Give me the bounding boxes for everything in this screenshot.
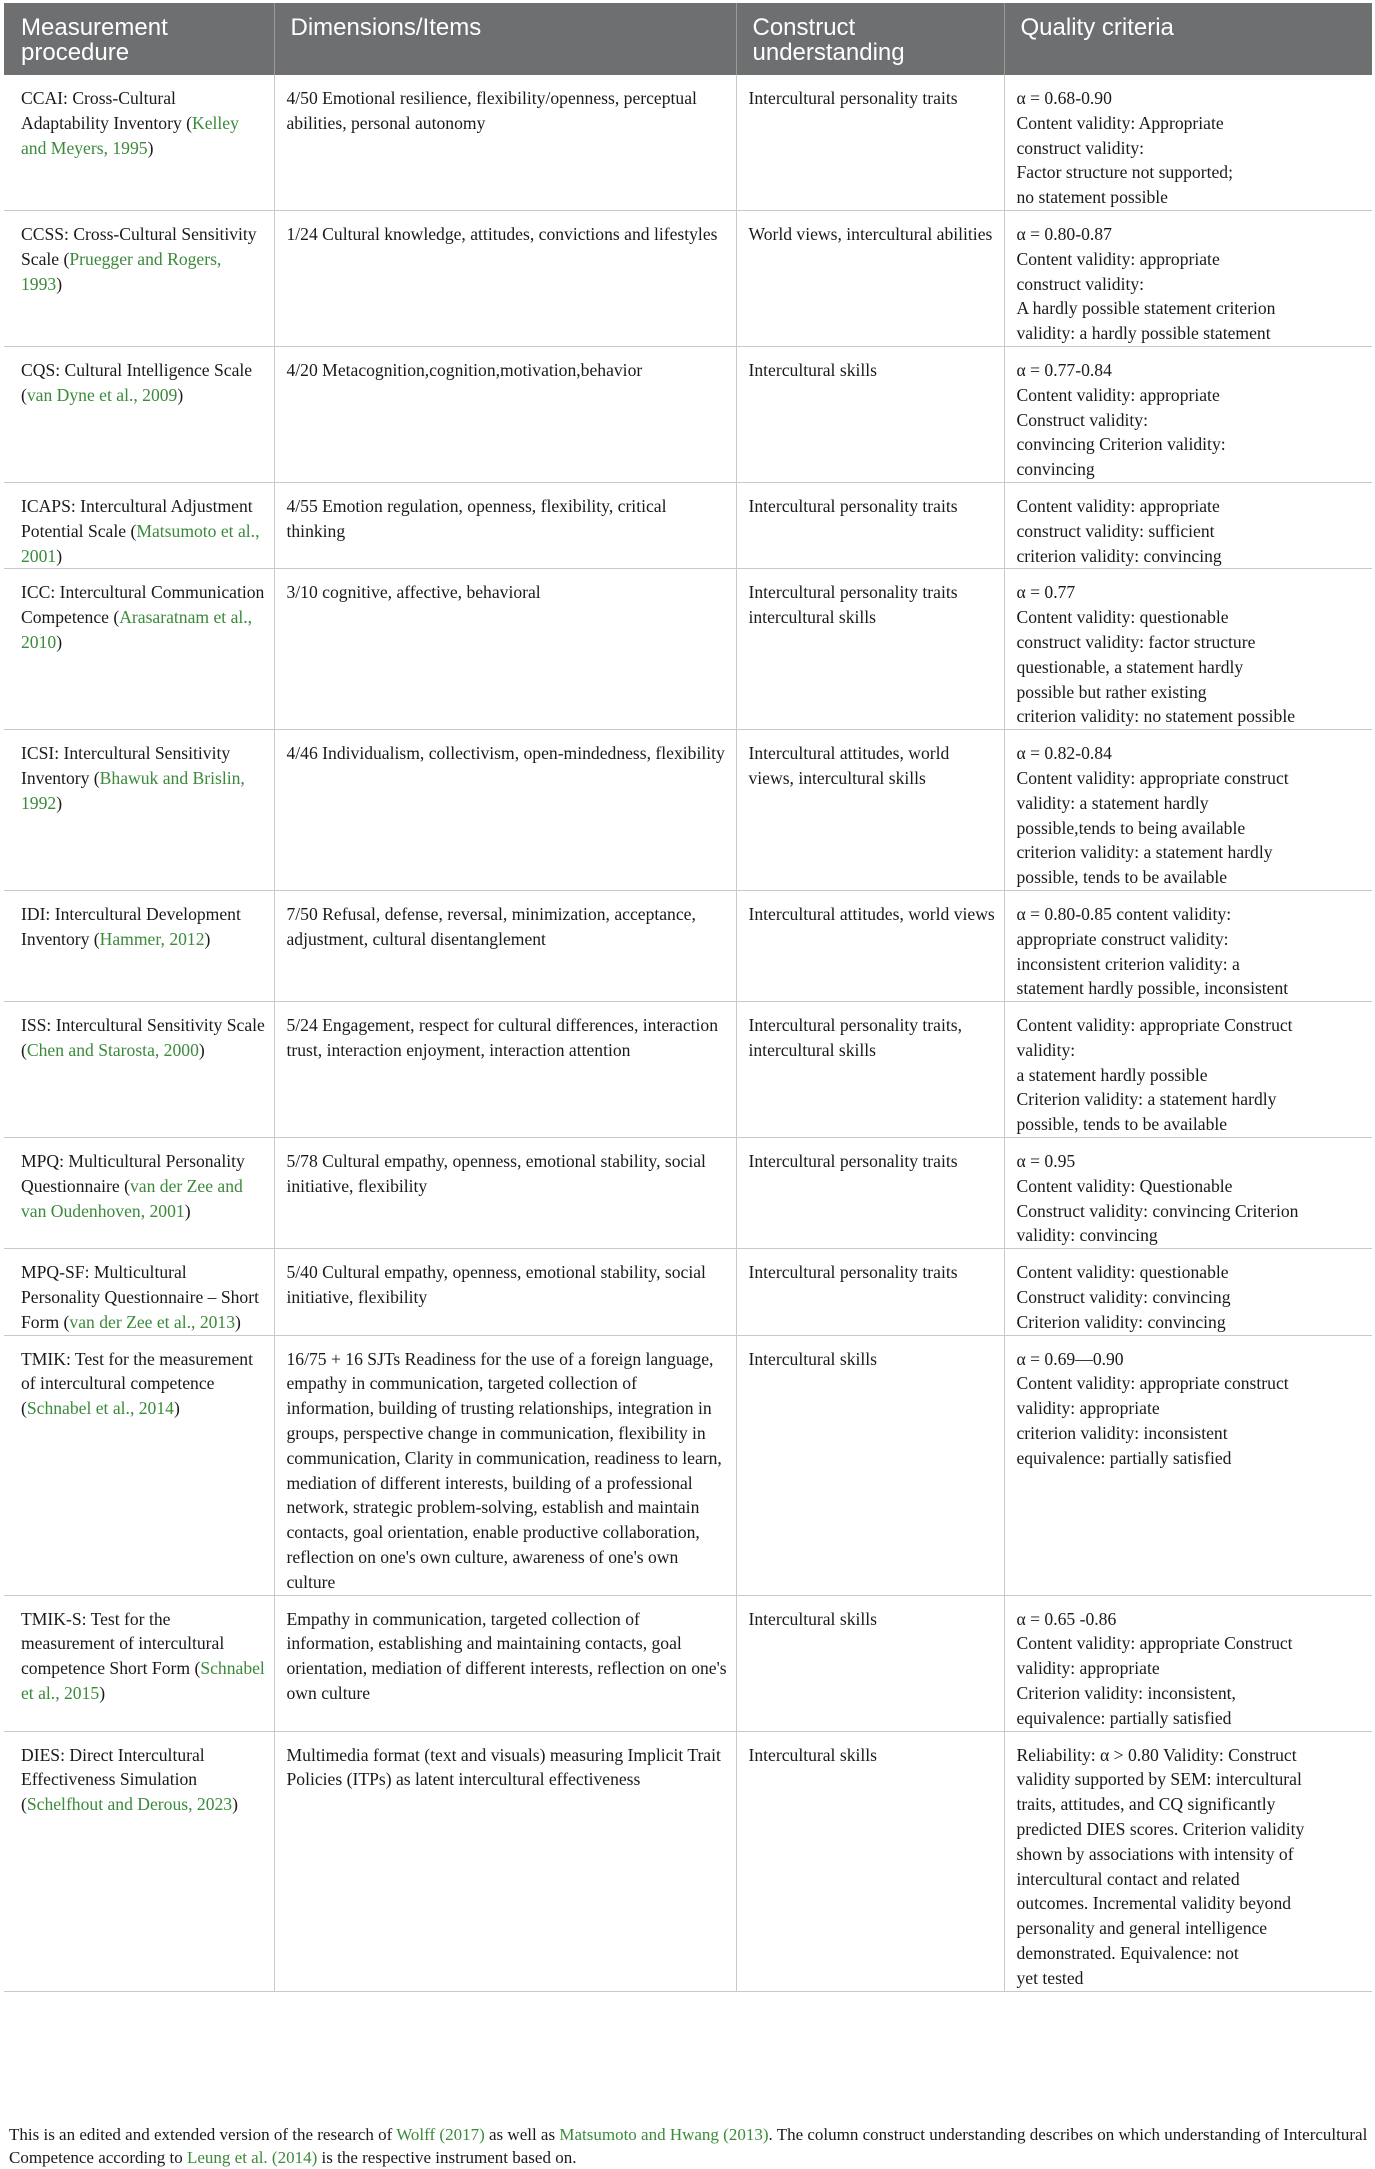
quality-line: Content validity: appropriate Construct	[1016, 1015, 1293, 1036]
cell-quality-criteria	[1004, 210, 1372, 346]
quality-line: construct validity:	[1016, 137, 1145, 158]
cell-dimensions: 4/55 Emotion regulation, openness, flexibility, critical thinking	[274, 482, 736, 568]
cell-procedure: TMIK-S: Test for the measurement of intercultural competence Short Form (Schnabel et al., 2015)	[4, 1595, 274, 1731]
header-construct-understanding: Construct understanding	[736, 3, 1004, 75]
table-row	[4, 346, 1372, 482]
quality-line: A hardly possible statement criterion	[1016, 298, 1276, 319]
quality-line: construct validity: sufficient	[1016, 520, 1215, 541]
quality-line: questionable, a statement hardly	[1016, 656, 1244, 677]
quality-line: a statement hardly possible	[1016, 1064, 1208, 1085]
quality-line: Content validity: appropriate construct	[1016, 767, 1289, 788]
quality-line: Construct validity: convincing Criterion	[1016, 1200, 1299, 1221]
cell-dimensions: 4/20 Metacognition,cognition,motivation,behavior	[274, 346, 736, 482]
footnote-ref-wolff[interactable]: Wolff (2017)	[396, 2125, 485, 2144]
cell-construct: Intercultural personality traits	[736, 482, 1004, 568]
table-row	[4, 482, 1372, 568]
quality-line: convincing Criterion validity:	[1016, 434, 1226, 455]
cell-construct: Intercultural skills	[736, 1595, 1004, 1731]
quality-line: statement hardly possible, inconsistent	[1016, 978, 1289, 999]
footnote-ref-matsumoto-hwang[interactable]: Matsumoto and Hwang (2013)	[559, 2125, 769, 2144]
cell-procedure: CCSS: Cross-Cultural Sensitivity Scale (Pruegger and Rogers, 1993)	[4, 210, 274, 346]
procedure-name: CCSS: Cross-Cultural Sensitivity Scale	[21, 223, 257, 269]
quality-line: validity: convincing	[1016, 1225, 1158, 1246]
cell-construct: World views, intercultural abilities	[736, 210, 1004, 346]
quality-line: outcomes. Incremental validity beyond	[1016, 1893, 1292, 1914]
cell-construct: Intercultural skills	[736, 1335, 1004, 1595]
procedure-name: CCAI: Cross-Cultural Adaptability Inventory	[21, 88, 182, 133]
cell-dimensions: 1/24 Cultural knowledge, attitudes, convictions and lifestyles	[274, 210, 736, 346]
quality-line: yet tested	[1016, 1967, 1084, 1988]
quality-line: Construct validity:	[1016, 409, 1148, 430]
quality-line: validity supported by SEM: intercultural	[1016, 1769, 1302, 1790]
cell-construct: Intercultural personality traits intercultural skills	[736, 569, 1004, 730]
quality-line: Content validity: appropriate	[1016, 248, 1220, 269]
quality-line: possible but rather existing	[1016, 681, 1207, 702]
footnote-ref-leung[interactable]: Leung et al. (2014)	[186, 2147, 318, 2167]
cell-quality-criteria	[1004, 730, 1372, 891]
citation-link[interactable]: Pruegger and Rogers, 1993	[21, 248, 222, 294]
citation-link[interactable]: Matsumoto et al., 2001	[21, 520, 260, 566]
quality-line: inconsistent criterion validity: a	[1016, 953, 1240, 974]
cell-procedure: ICAPS: Intercultural Adjustment Potential Scale (Matsumoto et al., 2001)	[4, 482, 274, 568]
table-row	[4, 569, 1372, 730]
cell-construct: Intercultural personality traits, intercultural skills	[736, 1002, 1004, 1138]
procedure-name: TMIK: Test for the measurement of intercultural competence	[21, 1348, 253, 1394]
quality-line: α = 0.80-0.85 content validity:	[1016, 903, 1232, 924]
citation-link[interactable]: Schnabel et al., 2015	[21, 1658, 265, 1704]
cell-procedure: MPQ: Multicultural Personality Questionnaire (van der Zee and van Oudenhoven, 2001)	[4, 1138, 274, 1249]
quality-line: personality and general intelligence	[1016, 1918, 1268, 1939]
quality-line: validity:	[1016, 1039, 1076, 1060]
cell-quality-criteria	[1004, 1335, 1372, 1595]
cell-quality-criteria	[1004, 482, 1372, 568]
quality-line: validity: appropriate	[1016, 1398, 1160, 1419]
procedure-name: ICAPS: Intercultural Adjustment Potential Scale	[21, 495, 253, 541]
quality-line: α = 0.68-0.90	[1016, 88, 1112, 108]
quality-line: α = 0.69—0.90	[1016, 1348, 1124, 1369]
quality-line: appropriate construct validity:	[1016, 928, 1229, 949]
cell-procedure: MPQ-SF: Multicultural Personality Questionnaire – Short Form (van der Zee et al., 2013)	[4, 1249, 274, 1335]
quality-line: Content validity: appropriate Construct	[1016, 1633, 1293, 1654]
measurement-table	[4, 3, 1372, 1992]
table-row	[4, 1731, 1372, 1991]
quality-line: shown by associations with intensity of	[1016, 1843, 1294, 1864]
cell-construct: Intercultural attitudes, world views	[736, 890, 1004, 1001]
cell-procedure: TMIK: Test for the measurement of intercultural competence (Schnabel et al., 2014)	[4, 1335, 274, 1595]
cell-procedure: CQS: Cultural Intelligence Scale (van Dyne et al., 2009)	[4, 346, 274, 482]
cell-dimensions: 7/50 Refusal, defense, reversal, minimization, acceptance, adjustment, cultural disentanglement	[274, 890, 736, 1001]
cell-quality-criteria	[1004, 569, 1372, 730]
quality-line: possible,tends to being available	[1016, 817, 1246, 838]
quality-line: Criterion validity: inconsistent,	[1016, 1683, 1236, 1704]
header-quality-criteria: Quality criteria	[1004, 3, 1372, 75]
table-row	[4, 75, 1372, 210]
table-container	[4, 3, 1372, 1992]
table-row	[4, 730, 1372, 891]
quality-line: Content validity: questionable	[1016, 1262, 1229, 1283]
citation-link[interactable]: Schelfhout and Derous, 2023	[26, 1794, 233, 1815]
cell-construct: Intercultural attitudes, world views, intercultural skills	[736, 730, 1004, 891]
quality-line: equivalence: partially satisfied	[1016, 1707, 1232, 1728]
quality-line: Content validity: appropriate construct	[1016, 1373, 1289, 1394]
citation-link[interactable]: van der Zee et al., 2013	[69, 1311, 236, 1332]
quality-line: convincing	[1016, 459, 1095, 480]
citation-link[interactable]: Hammer, 2012	[99, 928, 205, 949]
cell-quality-criteria	[1004, 346, 1372, 482]
quality-line: α = 0.77	[1016, 582, 1076, 603]
cell-quality-criteria	[1004, 890, 1372, 1001]
cell-construct: Intercultural personality traits	[736, 1249, 1004, 1335]
procedure-name: CQS: Cultural Intelligence Scale	[21, 359, 253, 380]
cell-construct: Intercultural personality traits	[736, 1138, 1004, 1249]
cell-construct: Intercultural personality traits	[736, 75, 1004, 210]
cell-procedure: ICSI: Intercultural Sensitivity Inventory (Bhawuk and Brislin, 1992)	[4, 730, 274, 891]
citation-link[interactable]: Kelley and Meyers, 1995	[21, 112, 239, 158]
quality-line: criterion validity: a statement hardly	[1016, 842, 1273, 863]
table-footnote	[9, 2124, 1369, 2169]
quality-line: validity: a hardly possible statement	[1016, 323, 1271, 344]
quality-line: Factor structure not supported;	[1016, 162, 1233, 183]
procedure-name: DIES: Direct Intercultural Effectiveness Simulation	[21, 1744, 205, 1790]
quality-line: Construct validity: convincing	[1016, 1287, 1231, 1308]
table-body	[4, 75, 1372, 1991]
cell-dimensions: 5/78 Cultural empathy, openness, emotional stability, social initiative, flexibility	[274, 1138, 736, 1249]
footnote-text: as well as	[484, 2125, 560, 2144]
cell-dimensions: 4/46 Individualism, collectivism, open-mindedness, flexibility	[274, 730, 736, 891]
quality-line: Criterion validity: convincing	[1016, 1311, 1226, 1332]
table-row	[4, 1249, 1372, 1335]
citation-link[interactable]: Schnabel et al., 2014	[26, 1398, 174, 1419]
table-header-row	[4, 3, 1372, 75]
quality-line: predicted DIES scores. Criterion validity	[1016, 1819, 1305, 1839]
quality-line: α = 0.82-0.84	[1016, 743, 1112, 764]
quality-line: validity: a statement hardly	[1016, 792, 1209, 813]
cell-dimensions: 5/40 Cultural empathy, openness, emotional stability, social initiative, flexibility	[274, 1249, 736, 1335]
quality-line: α = 0.95	[1016, 1151, 1076, 1172]
footnote-text: is the respective instrument based on.	[317, 2147, 577, 2167]
quality-line: Content validity: appropriate	[1016, 384, 1220, 405]
cell-dimensions: 3/10 cognitive, affective, behavioral	[274, 569, 736, 730]
footnote-text: This is an edited and extended version of the research of	[9, 2125, 397, 2144]
cell-quality-criteria	[1004, 1731, 1372, 1991]
header-measurement-procedure: Measurement procedure	[4, 3, 274, 75]
cell-dimensions: 16/75 + 16 SJTs Readiness for the use of a foreign language, empathy in communication, targeted collection of information, building of trusting relationships, integration in groups, perspective change in communication, flexibility in communication, Clarity in communication, readiness to learn, mediation of different interests, building of a professional network, strategic problem-solving, establish and maintain contacts, goal orientation, enable productive collaboration, reflection on one's own culture, awareness of one's own culture	[274, 1335, 736, 1595]
quality-line: criterion validity: inconsistent	[1016, 1423, 1228, 1444]
cell-quality-criteria	[1004, 75, 1372, 210]
quality-line: intercultural contact and related	[1016, 1868, 1240, 1889]
procedure-name: MPQ-SF: Multicultural Personality Questionnaire – Short Form	[21, 1262, 259, 1332]
quality-line: equivalence: partially satisfied	[1016, 1447, 1232, 1468]
cell-dimensions: 4/50 Emotional resilience, flexibility/openness, perceptual abilities, personal autonomy	[274, 75, 736, 210]
procedure-name: ICSI: Intercultural Sensitivity Inventory	[21, 743, 231, 788]
quality-line: criterion validity: convincing	[1016, 545, 1222, 566]
quality-line: validity: appropriate	[1016, 1658, 1160, 1679]
cell-procedure: ICC: Intercultural Communication Competence (Arasaratnam et al., 2010)	[4, 569, 274, 730]
procedure-name: ICC: Intercultural Communication Competence	[21, 582, 265, 628]
quality-line: Content validity: questionable	[1016, 607, 1229, 628]
quality-line: possible, tends to be available	[1016, 867, 1228, 888]
cell-dimensions: Empathy in communication, targeted collection of information, establishing and maintaining contacts, goal orientation, mediation of different interests, reflection on one's own culture	[274, 1595, 736, 1731]
citation-link[interactable]: van der Zee and van Oudenhoven, 2001	[21, 1175, 243, 1221]
cell-procedure: ISS: Intercultural Sensitivity Scale (Chen and Starosta, 2000)	[4, 1002, 274, 1138]
cell-dimensions: Multimedia format (text and visuals) measuring Implicit Trait Policies (ITPs) as latent intercultural effectiveness	[274, 1731, 736, 1991]
footnote-text: . The column construct understanding describes on which understanding of Intercultural Competence according to	[9, 2125, 1368, 2167]
table-row	[4, 890, 1372, 1001]
quality-line: α = 0.80-0.87	[1016, 223, 1112, 244]
cell-procedure: CCAI: Cross-Cultural Adaptability Inventory (Kelley and Meyers, 1995)	[4, 75, 274, 210]
citation-link[interactable]: Bhawuk and Brislin, 1992	[21, 767, 245, 813]
table-row	[4, 1002, 1372, 1138]
quality-line: demonstrated. Equivalence: not	[1016, 1942, 1239, 1963]
procedure-name: IDI: Intercultural Development Inventory	[21, 903, 241, 949]
citation-link[interactable]: Chen and Starosta, 2000	[26, 1039, 199, 1060]
procedure-name: TMIK-S: Test for the measurement of intercultural competence Short Form	[21, 1608, 225, 1679]
quality-line: construct validity:	[1016, 273, 1145, 294]
cell-procedure: IDI: Intercultural Development Inventory (Hammer, 2012)	[4, 890, 274, 1001]
cell-quality-criteria	[1004, 1595, 1372, 1731]
quality-line: Content validity: Questionable	[1016, 1175, 1233, 1196]
quality-line: no statement possible	[1016, 187, 1168, 208]
procedure-name: MPQ: Multicultural Personality Questionnaire	[21, 1151, 245, 1196]
quality-line: Criterion validity: a statement hardly	[1016, 1089, 1277, 1110]
quality-line: construct validity: factor structure	[1016, 631, 1256, 652]
quality-line: Content validity: Appropriate	[1016, 112, 1224, 133]
quality-line: possible, tends to be available	[1016, 1114, 1228, 1135]
cell-dimensions: 5/24 Engagement, respect for cultural differences, interaction trust, interaction enjoyment, interaction attention	[274, 1002, 736, 1138]
table-row	[4, 1595, 1372, 1731]
header-dimensions-items: Dimensions/Items	[274, 3, 736, 75]
table-row	[4, 1138, 1372, 1249]
table-row	[4, 1335, 1372, 1595]
table-row	[4, 210, 1372, 346]
quality-line: α = 0.77-0.84	[1016, 359, 1112, 380]
citation-link[interactable]: van Dyne et al., 2009	[26, 384, 178, 405]
quality-line: α = 0.65 -0.86	[1016, 1608, 1117, 1629]
cell-quality-criteria	[1004, 1249, 1372, 1335]
quality-line: criterion validity: no statement possible	[1016, 706, 1296, 727]
cell-procedure: DIES: Direct Intercultural Effectiveness Simulation (Schelfhout and Derous, 2023)	[4, 1731, 274, 1991]
citation-link[interactable]: Arasaratnam et al., 2010	[21, 607, 253, 652]
cell-construct: Intercultural skills	[736, 346, 1004, 482]
quality-line: Content validity: appropriate	[1016, 495, 1220, 516]
cell-quality-criteria	[1004, 1138, 1372, 1249]
cell-construct: Intercultural skills	[736, 1731, 1004, 1991]
quality-line: traits, attitudes, and CQ significantly	[1016, 1794, 1276, 1815]
cell-quality-criteria	[1004, 1002, 1372, 1138]
quality-line: Reliability: α > 0.80 Validity: Construct	[1016, 1744, 1297, 1765]
procedure-name: ISS: Intercultural Sensitivity Scale	[21, 1015, 265, 1036]
